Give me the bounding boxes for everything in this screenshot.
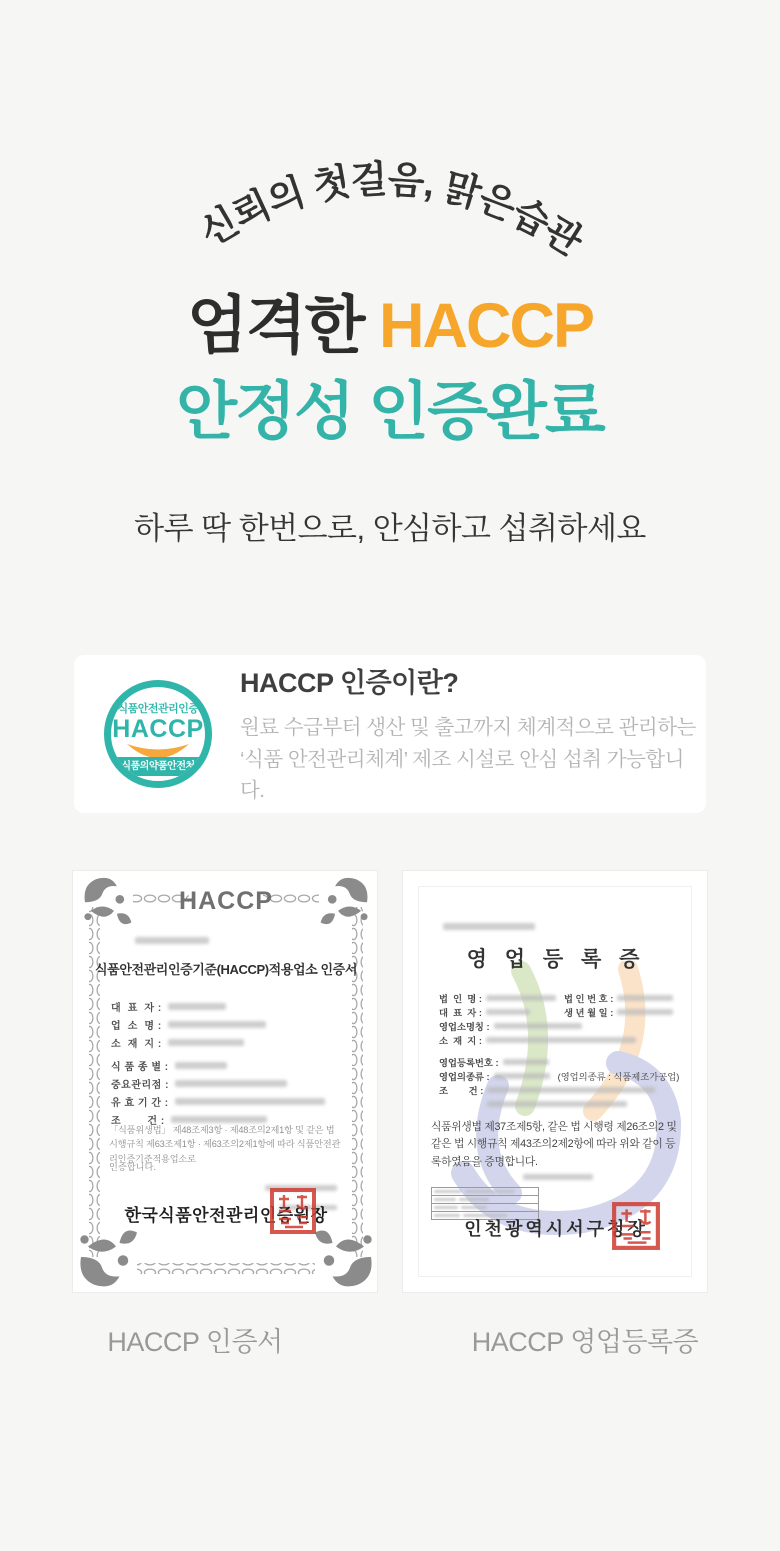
blurred-date: [523, 1174, 593, 1180]
badge-top-text: 식품안전관리인증: [117, 703, 199, 715]
registration-fields: [439, 991, 683, 1111]
arc-headline-text: 신뢰의 첫걸음, 맑은습관: [193, 158, 589, 264]
field-row: 법 인 명 : 법 인 번 호 :: [439, 991, 683, 1005]
field-row: 대 표 자 : 생 년 월 일 :: [439, 1005, 683, 1019]
field-row: 조 건 :: [439, 1083, 683, 1097]
certificate-signer: 한국식품안전관리인증원장: [124, 1206, 328, 1225]
red-seal-stamp-icon: [269, 1187, 317, 1235]
haccp-certificate-image: [72, 870, 378, 1293]
field-row: 영업의종류 : (영업의종류 : 식품제조가공업): [439, 1069, 683, 1083]
legal-text: 「식품위생법」 제48조제3항 · 제48조의2제1항 및 같은 법 시행규칙 제63조제1항 · 제63조의2제1항에 따라 식품안전관리인증기준적용업소로: [109, 1125, 341, 1164]
business-registration-image: [402, 870, 708, 1293]
blurred-value: [168, 1003, 226, 1010]
field-row: 유 효 기 간 :: [111, 1092, 351, 1110]
field-row: 조 건 :: [111, 1110, 351, 1128]
registration-title: 영 업 등 록 증: [466, 948, 646, 971]
field-row: 중요관리점 :: [111, 1074, 351, 1092]
blurred-value: [168, 1021, 266, 1028]
svg-text:신뢰의 첫걸음, 맑은습관: [193, 158, 591, 265]
haccp-info-card: [74, 655, 706, 813]
hero-subtitle: 하루 딱 한번으로, 안심하고 섭취하세요: [134, 511, 646, 546]
blurred-value: [171, 1116, 267, 1123]
left-certificate-caption: HACCP 인증서: [107, 1327, 283, 1357]
main-heading: [0, 283, 780, 455]
legal-text-end: 인증합니다.: [109, 1162, 156, 1172]
field-row: 대 표 자 :: [111, 997, 351, 1015]
certificate-header: HACCP: [179, 887, 273, 915]
badge-main-text: HACCP: [112, 715, 204, 743]
field-row: 소 재 지 :: [111, 1033, 351, 1051]
info-body-line1: 원료 수급부터 생산 및 출고까지 체계적으로 관리하는: [240, 715, 696, 739]
business-type-note: (영업의종류 : 식품제조가공업): [557, 1072, 680, 1082]
heading-line2: 안정성 인증완료: [176, 377, 604, 447]
blurred-value: [175, 1080, 287, 1087]
field-row: 소 재 지 :: [439, 1033, 683, 1047]
certificate-fields: [111, 997, 351, 1128]
blurred-value: [175, 1062, 227, 1069]
heading-accent-part: HACCP: [379, 291, 594, 361]
right-certificate-caption: HACCP 영업등록증: [471, 1327, 699, 1357]
haccp-badge-icon: [104, 680, 212, 788]
field-row: 영업소명칭 :: [439, 1019, 683, 1033]
info-card-body: [240, 712, 706, 807]
info-card-heading: HACCP 인증이란?: [240, 667, 459, 698]
blurred-serial: [135, 937, 209, 944]
red-seal-stamp-icon: [611, 1201, 661, 1251]
blurred-value: [175, 1098, 325, 1105]
heading-dark-part: 엄격한: [186, 291, 380, 361]
info-body-line2: ‘식품 안전관리체계’ 제조 시설로 안심 섭취 가능합니다.: [240, 747, 684, 803]
legal-text: 식품위생법 제37조제5항, 같은 법 시행령 제26조의2 및 같은 법 시행규칙 제43조의2제2항에 따라 위와 같이 등록하였음을 증명합니다.: [431, 1121, 677, 1168]
registration-signer: 인천광역시서구청장: [464, 1219, 648, 1239]
blurred-value: [168, 1039, 244, 1046]
blurred-serial: [443, 923, 535, 930]
field-row: [439, 1097, 683, 1111]
info-card-text: [240, 661, 706, 807]
certificate-captions: [0, 1320, 780, 1359]
field-row: 영업등록번호 :: [439, 1055, 683, 1069]
badge-bottom-text: 식품의약품안전처: [105, 757, 211, 776]
certificate-title: 식품안전관리인증기준(HACCP)적용업소 인증서: [95, 962, 357, 977]
field-row: 식 품 종 별 :: [111, 1056, 351, 1074]
field-row: 업 소 명 :: [111, 1015, 351, 1033]
arc-headline: [0, 0, 780, 290]
